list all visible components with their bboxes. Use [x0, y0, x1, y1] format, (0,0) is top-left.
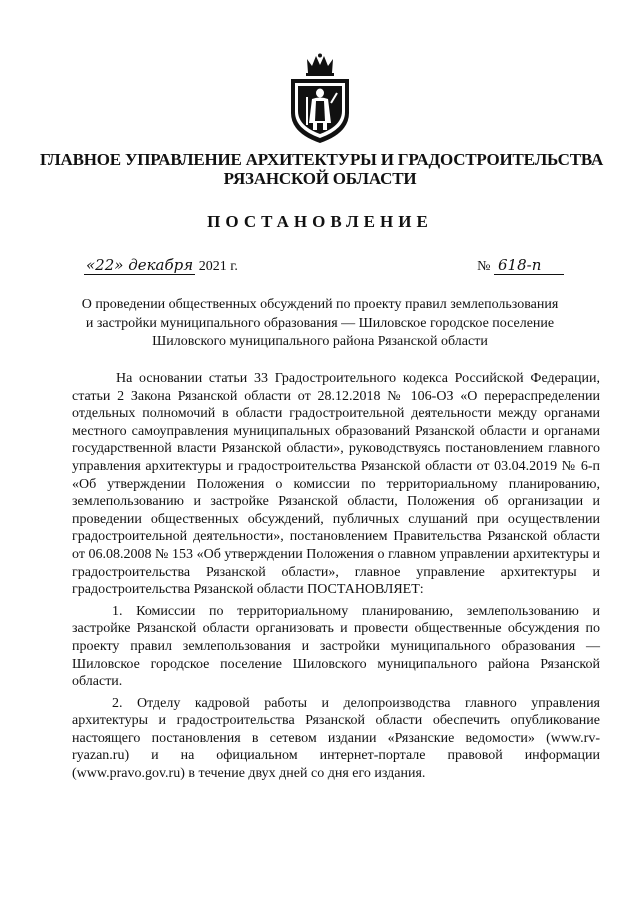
document-subject [60, 296, 580, 352]
authority-name-line-2: РЯЗАНСКОЙ ОБЛАСТИ [223, 169, 417, 188]
document-body [72, 370, 600, 783]
handwritten-date: «22» декабря [86, 256, 194, 274]
resolution-item-1: 1. Комиссии по территориальному планированию, землепользованию и застройке Рязанской области организовать и провести общественные обсуждения по проекту правил землепользования и застройки муниципального образования — Шиловское городское поселение Шиловского муниципального района Рязанской области. [72, 603, 600, 690]
document-number [477, 256, 564, 275]
ryazan-coat-of-arms-icon [285, 53, 355, 145]
date-year: 2021 г. [198, 259, 238, 274]
preamble-paragraph: На основании статьи 33 Градостроительного кодекса Российской Федерации, статьи 2 Закона Рязанской области от 28.12.2018 № 106-ОЗ «О перераспределении отдельных полномочий в области градостроительной деятельности между органами местного самоуправления муниципальных образований Рязанской области и органами государственной власти Рязанской области», руководствуясь постановлением главного управления архитектуры и градостроительства Рязанской области от 03.04.2019 № 6-п «Об утверждении Положения о комиссии по территориальному планированию, землепользованию и застройке Рязанской области, Положения об организации и проведении общественных обсуждений, публичных слушаний при осуществлении градостроительной деятельности», постановлением Правительства Рязанской области от 06.08.2008 № 153 «Об утверждении Положения о главном управлении архитектуры и градостроительства Рязанской области», главное управление архитектуры и градостроительства Рязанской области ПОСТАНОВЛЯЕТ: [72, 371, 600, 598]
issuing-authority [40, 150, 604, 188]
authority-name-line-1: ГЛАВНОЕ УПРАВЛЕНИЕ АРХИТЕКТУРЫ И ГРАДОСТРОИТЕЛЬСТВА [40, 150, 604, 169]
document-type-heading: ПОСТАНОВЛЕНИЕ [207, 212, 433, 231]
subject-line-1: О проведении общественных обсуждений по проекту правил землепользования [81, 297, 559, 312]
number-label: № [477, 259, 491, 274]
resolution-item-2: 2. Отделу кадровой работы и делопроизводства главного управления архитектуры и градостроительства Рязанской области обеспечить опубликование настоящего постановления в сетевом издании «Рязанские ведомости» (www.rv-ryazan.ru) и на официальном интернет-портале правовой информации (www.pravo.gov.ru) в течение двух дней со дня его издания. [72, 695, 600, 782]
handwritten-number: 618-п [494, 256, 564, 275]
document-date [84, 256, 238, 275]
subject-line-3: Шиловского муниципального района Рязанской области [152, 334, 488, 349]
date-number-row [84, 256, 564, 280]
subject-line-2: и застройки муниципального образования — Шиловское городское поселение [85, 315, 555, 331]
